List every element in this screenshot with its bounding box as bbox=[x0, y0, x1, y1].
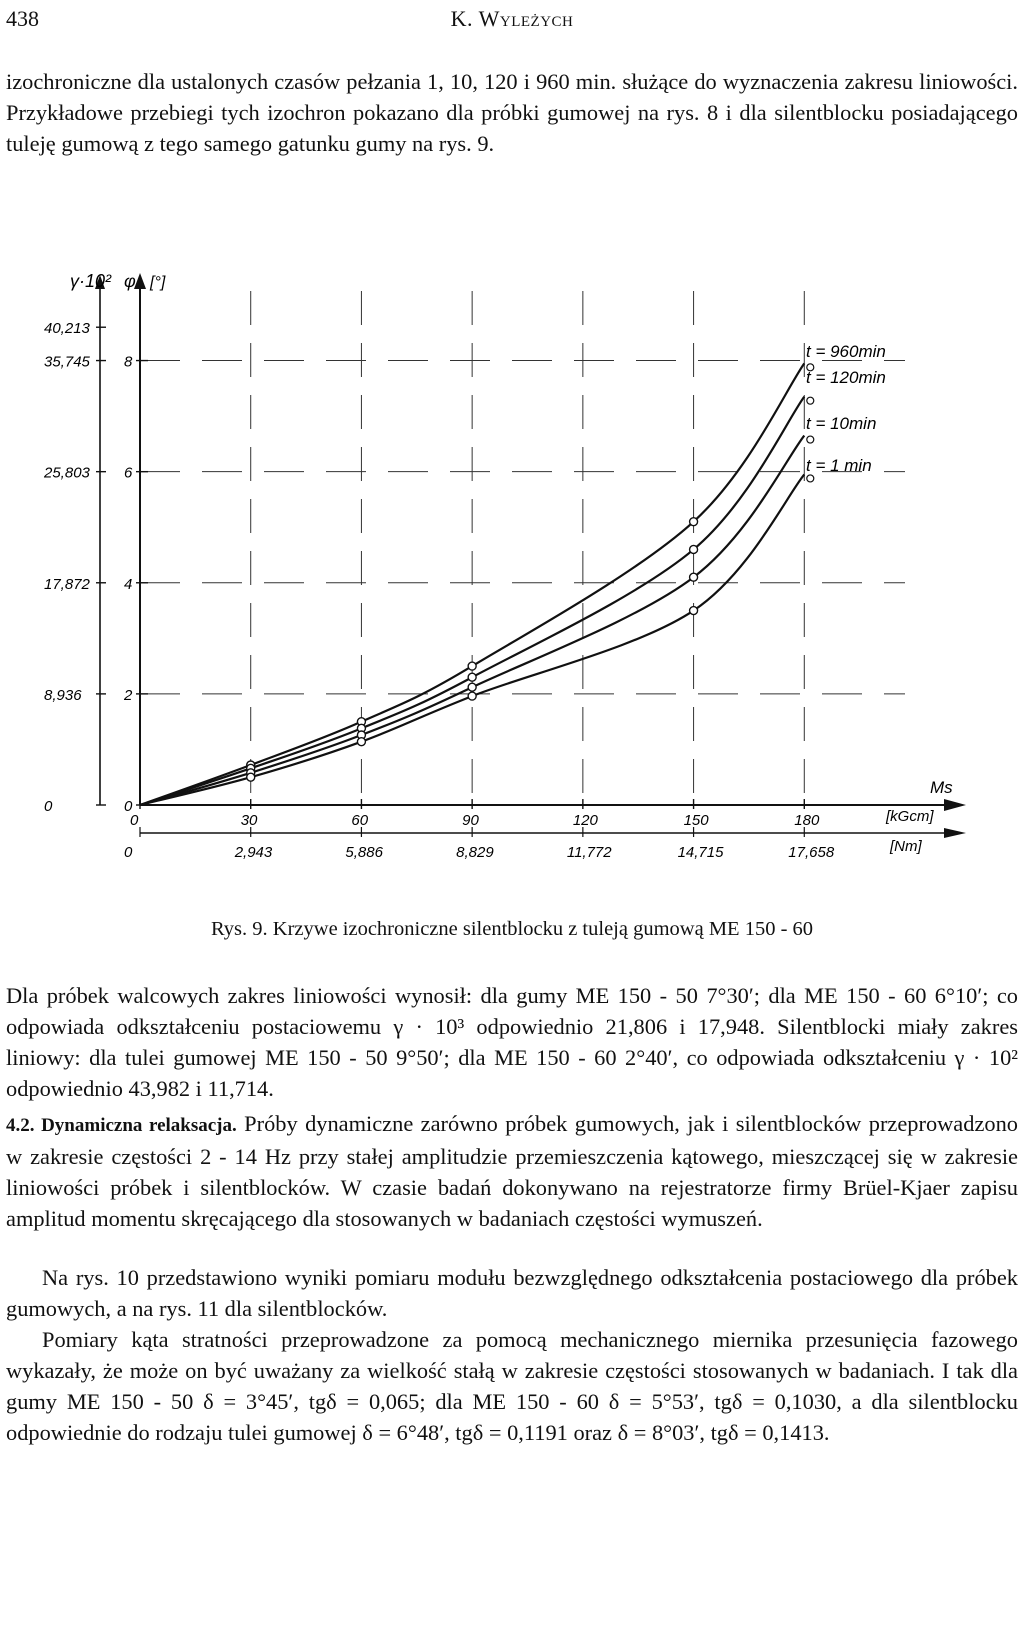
running-head bbox=[6, 2, 1018, 36]
x-axis-arrow bbox=[944, 799, 966, 811]
series-label: t = 10min bbox=[806, 414, 877, 433]
series-end-point bbox=[807, 475, 814, 482]
paragraph-2: Dla próbek walcowych zakres liniowości wynosił: dla gumy ME 150 - 50 7°30′; dla ME 150 - 60 6°10′; co odpowiada odkształceniu postaciowemu γ · 10³ odpowiednio 21,806 i 17,948. Silentblocki miały zakres liniowy: dla tulei gumowej ME 150 - 50 9°50′; dla ME 150 - 60 2°40′, co odpowiada odkształceniu γ · 10² odpowiednio 43,982 i 11,714. bbox=[6, 983, 1018, 1101]
x-unit-kgcm: [kGcm] bbox=[886, 808, 934, 825]
x-axis-nm-arrow bbox=[944, 828, 966, 838]
series-point bbox=[468, 673, 476, 681]
x-tick-label-kgcm: 0 bbox=[130, 812, 139, 829]
y-outer-tick-label: 25,803 bbox=[44, 464, 90, 482]
y-inner-tick-label: 8 bbox=[124, 353, 133, 371]
running-head-author: K. Wyleżych bbox=[450, 6, 574, 31]
paragraph-4: Na rys. 10 przedstawiono wyniki pomiaru modułu bezwzględnego odkształcenia postaciowego dla próbek gumowych, a na rys. 11 dla silentblocków. bbox=[6, 1265, 1018, 1321]
series-point bbox=[690, 607, 698, 615]
y-inner-tick-label: 6 bbox=[124, 464, 133, 482]
y-label-inner: φ bbox=[124, 271, 136, 291]
x-tick-label-nm: 5,886 bbox=[345, 844, 383, 861]
section-heading: 4.2. Dynamiczna relaksacja. bbox=[6, 1115, 237, 1136]
y-outer-tick-label: 40,213 bbox=[44, 320, 90, 338]
x-tick-label-kgcm: 150 bbox=[683, 812, 709, 829]
paragraph-5: Pomiary kąta stratności przeprowadzone za pomocą mechanicznego miernika przesunięcia fazowego wykazały, że może on być uważany za wielkość stałą w zakresie częstości stosowanych w badaniach. I tak dla gumy ME 150 - 50 δ = 3°45′, tgδ = 0,065; dla ME 150 - 60 δ = 5°53′, tgδ = 0,1030, a dla silentblocku odpowiednie do rodzaju tulei gumowej δ = 6°48′, tgδ = 0,1191 oraz δ = 8°03′, tgδ = 0,1413. bbox=[6, 1327, 1018, 1445]
y-label-outer: γ·10² bbox=[70, 271, 112, 291]
x-tick-label-kgcm: 180 bbox=[794, 812, 820, 829]
y-outer-tick-label: 8,936 bbox=[44, 686, 82, 704]
page-number: 438 bbox=[6, 6, 39, 31]
x-tick-label-nm: 14,715 bbox=[677, 844, 724, 861]
y-inner-tick-label: 0 bbox=[124, 798, 133, 815]
section-4-2-paragraph bbox=[6, 1108, 1018, 1234]
curve-layer bbox=[140, 363, 814, 805]
x-tick-label-nm: 11,772 bbox=[566, 844, 612, 861]
y-inner-tick-label: 2 bbox=[124, 686, 133, 704]
series-end-point bbox=[807, 397, 814, 404]
isochrone-chart bbox=[0, 265, 1024, 910]
tick-layer bbox=[43, 320, 835, 861]
series-label: t = 120min bbox=[806, 368, 886, 387]
y-unit-inner: [°] bbox=[150, 274, 166, 291]
x-tick-label-kgcm: 60 bbox=[351, 812, 369, 829]
figure-9 bbox=[0, 265, 1024, 910]
grid-layer bbox=[140, 291, 905, 805]
label-layer bbox=[70, 271, 953, 855]
x-tick-label-nm: 2,943 bbox=[234, 844, 273, 861]
series-point bbox=[247, 773, 255, 781]
series-end-point bbox=[807, 436, 814, 443]
y-outer-tick-label: 0 bbox=[44, 798, 53, 815]
paragraph-3: Próby dynamiczne zarówno próbek gumowych, jak i silentblocków przeprowadzono w zakresie częstości 2 - 14 Hz przy stałej amplitudzie przemieszczenia kątowego, mieszczącej się w zakresie liniowości próbek i silentblocków. W czasie badań dokonywano na rejestratorze firmy Brüel-Kjaer zapisu amplitud momentu skręcającego dla stosowanych w badaniach częstości wymuszeń. bbox=[6, 1111, 1018, 1231]
series-point bbox=[468, 692, 476, 700]
x-tick-label-nm: 8,829 bbox=[456, 844, 494, 861]
series-point bbox=[690, 545, 698, 553]
figure-caption: Rys. 9. Krzywe izochroniczne silentblocku z tuleją gumową ME 150 - 60 bbox=[210, 918, 814, 940]
y-outer-tick-label: 35,745 bbox=[44, 353, 90, 371]
x-tick-label-kgcm: 30 bbox=[240, 812, 258, 829]
series-point bbox=[357, 738, 365, 746]
y-axis-arrow bbox=[134, 273, 146, 289]
x-tick-label-kgcm: 120 bbox=[572, 812, 598, 829]
series-label: t = 960min bbox=[806, 342, 886, 361]
series-point bbox=[468, 683, 476, 691]
series-point bbox=[468, 662, 476, 670]
x-tick-label-kgcm: 90 bbox=[462, 812, 479, 829]
y-outer-tick-label: 17,872 bbox=[44, 575, 90, 593]
x-tick-label-nm: 0 bbox=[124, 844, 133, 861]
series-point bbox=[690, 573, 698, 581]
x-tick-label-nm: 17,658 bbox=[788, 844, 835, 861]
y-inner-tick-label: 4 bbox=[124, 575, 133, 593]
series-point bbox=[690, 518, 698, 526]
x-unit-nm: [Nm] bbox=[890, 838, 922, 855]
intro-paragraph: izochroniczne dla ustalonych czasów pełzania 1, 10, 120 i 960 min. służące do wyznaczenia zakresu liniowości. Przykładowe przebiegi tych izochron pokazano dla próbki gumowej na rys. 8 i dla silentblocku posiadającego tuleję gumową z tego samego gatunku gumy na rys. 9. bbox=[6, 69, 1018, 156]
x-label: Ms bbox=[930, 778, 953, 797]
series-label: t = 1 min bbox=[806, 456, 872, 475]
